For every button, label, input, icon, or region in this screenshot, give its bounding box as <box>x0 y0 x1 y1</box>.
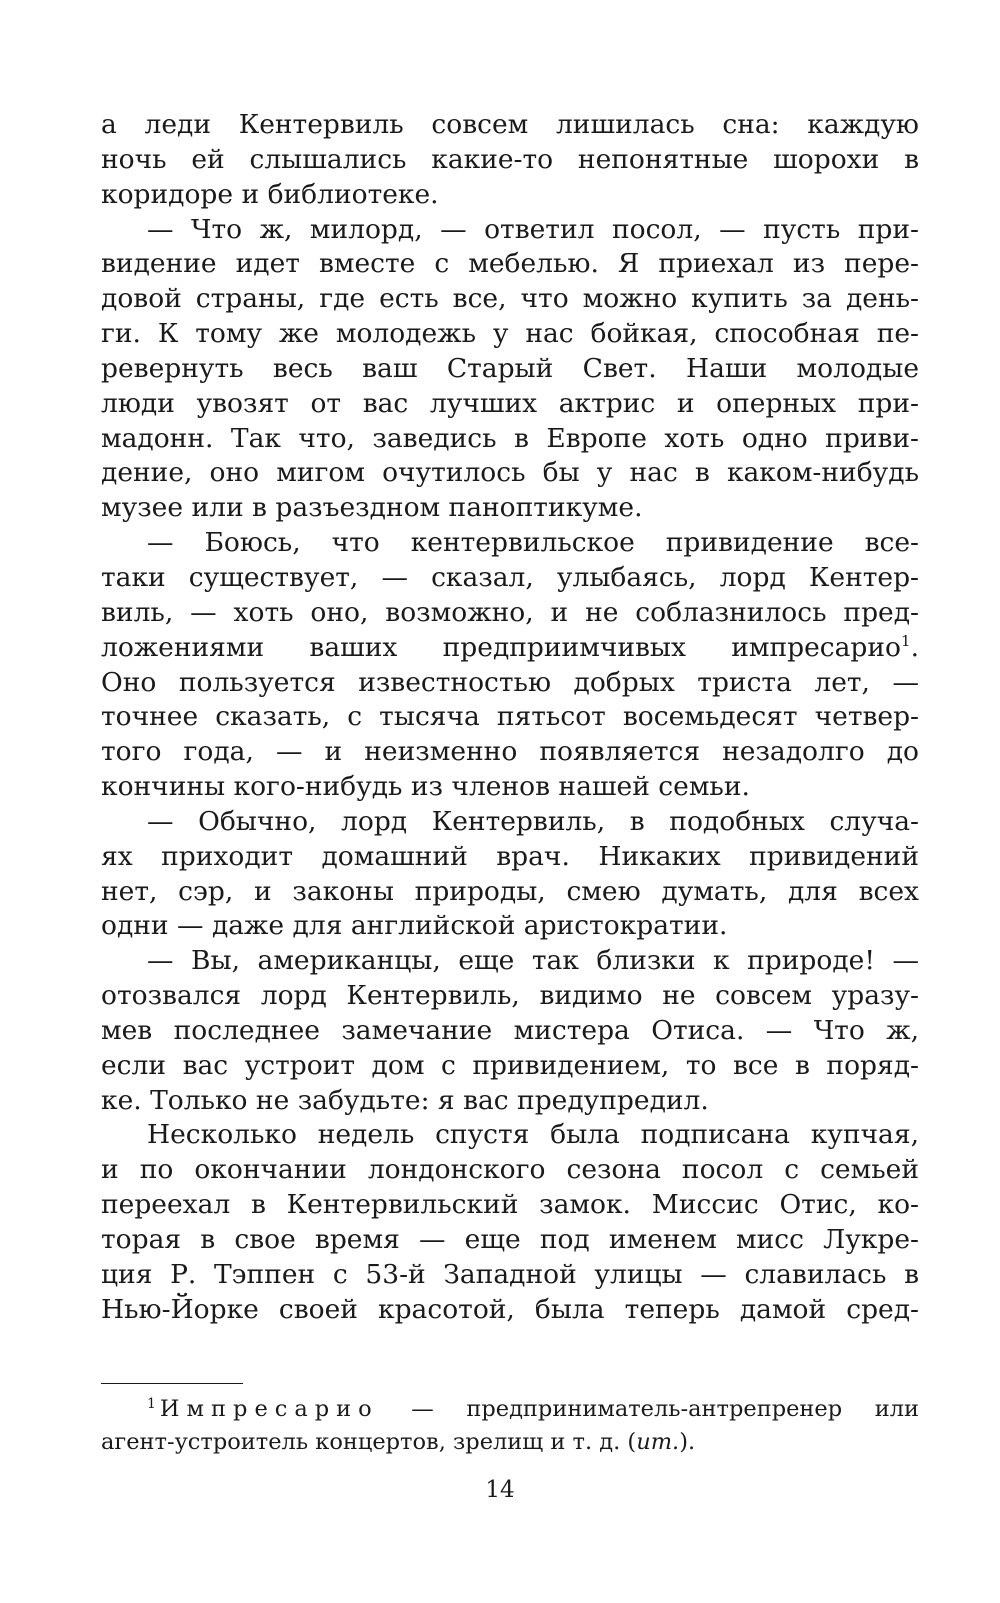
text-line: переехал в Кентервильский замок. Миссис Отис, ко- <box>101 1189 919 1221</box>
text-line: довой страны, где есть все, что можно купить за день- <box>101 283 919 315</box>
footnote-line <box>101 1426 919 1459</box>
text-line: люди увозят от вас лучших актрис и оперных при- <box>101 387 919 419</box>
text-line: Нью-Йорке своей красотой, была теперь дамой сред- <box>101 1293 919 1325</box>
text-line: и по окончании лондонского сезона посол с семьей <box>101 1154 919 1186</box>
text-line: коридоре и библиотеке. <box>101 178 439 210</box>
text-line: нет, сэр, и законы природы, смею думать, для всех <box>101 875 919 907</box>
text-line: дение, оно мигом очутилось бы у нас в каком-нибудь <box>101 457 919 489</box>
footnote-definition: — предприниматель-антрепренер или <box>378 1396 919 1422</box>
text-line: Несколько недель спустя была подписана купчая, <box>147 1119 919 1151</box>
footnote-marker: 1 <box>147 1396 156 1412</box>
footnote-line2-end: ). <box>679 1429 696 1455</box>
text-line: видение идет вместе с мебелью. Я приехал из пере- <box>101 248 919 280</box>
text-line: ги. К тому же молодежь у нас бойкая, способная пе- <box>101 318 919 350</box>
text-line: Оно пользуется известностью добрых триста лет, — <box>101 666 919 698</box>
text-line: а леди Кентервиль совсем лишилась сна: каждую <box>101 109 919 140</box>
text-line: если вас устроит дом с привидением, то все в поряд- <box>101 1049 919 1081</box>
footnote-language-abbrev: ит. <box>636 1429 680 1455</box>
text-line: ночь ей слышались какие-то непонятные шорохи в <box>101 143 919 175</box>
footnote-divider <box>101 1383 243 1384</box>
text-line: виль, — хоть оно, возможно, и не соблазнилось пред- <box>101 596 919 628</box>
footnote-reference: 1 <box>901 631 911 650</box>
text-line: ке. Только не забудьте: я вас предупредил. <box>101 1084 709 1116</box>
text-line: отозвался лорд Кентервиль, видимо не совсем уразу- <box>101 980 919 1012</box>
text-line: кончины кого-нибудь из членов нашей семьи. <box>101 771 750 803</box>
text-line: — Что ж, милорд, — ответил посол, — пусть при- <box>147 213 919 245</box>
text-line: мадонн. Так что, заведись в Европе хоть одно приви- <box>101 422 919 454</box>
text-line-with-footnote-ref <box>101 631 919 666</box>
footnote-line <box>101 1393 919 1426</box>
main-text <box>101 108 919 1328</box>
text-line: торая в свое время — еще под именем мисс Лукре- <box>101 1224 919 1255</box>
text-line: того года, — и неизменно появляется незадолго до <box>101 736 919 768</box>
footnote <box>101 1393 919 1459</box>
text-line-main: ложениями ваших предприимчивых импресарио <box>101 631 902 663</box>
text-line: точнее сказать, с тысяча пятьсот восемьдесят четвер- <box>101 701 919 733</box>
text-line: ревернуть весь ваш Старый Свет. Наши молодые <box>101 352 919 384</box>
page-number: 14 <box>485 1477 515 1503</box>
text-line: таки существует, — сказал, улыбаясь, лорд Кентер- <box>101 561 919 593</box>
text-line: музее или в разъездном паноптикуме. <box>101 492 643 524</box>
text-line: — Обычно, лорд Кентервиль, в подобных случа- <box>147 805 919 837</box>
footnote-reference-tail: . <box>910 631 919 663</box>
footnote-term: Импресарио <box>159 1396 379 1422</box>
footnote-line2-text: агент-устроитель концертов, зрелищ и т. д. ( <box>101 1429 637 1455</box>
text-line: — Вы, американцы, еще так близки к природе! — <box>147 945 919 977</box>
text-line: ция Р. Тэппен с 53-й Западной улицы — славилась в <box>101 1258 919 1290</box>
text-line: — Боюсь, что кентервильское привидение все- <box>147 527 919 559</box>
text-line: ях приходит домашний врач. Никаких привидений <box>101 840 919 872</box>
text-line: одни — даже для английской аристократии. <box>101 910 728 942</box>
text-line: мев последнее замечание мистера Отиса. — Что ж, <box>101 1014 919 1046</box>
